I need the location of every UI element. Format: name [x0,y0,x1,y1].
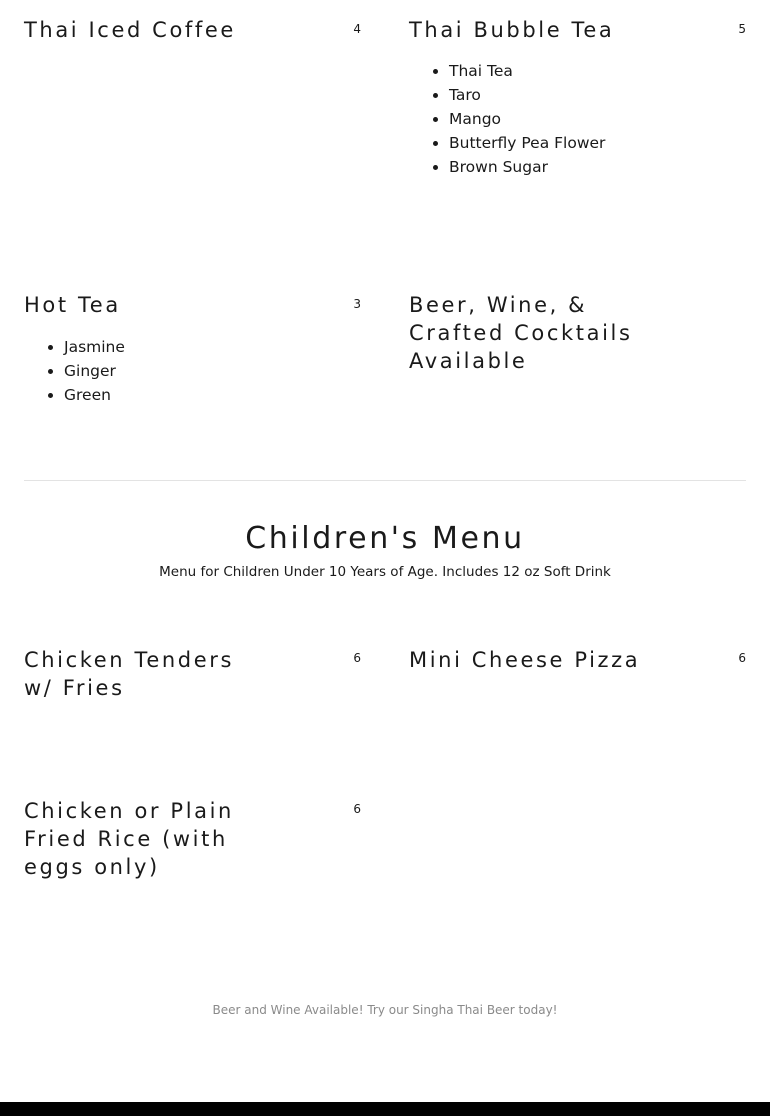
menu-item-chicken-tenders [24,646,361,706]
menu-item-mini-cheese-pizza [409,646,746,686]
menu-item-fried-rice [24,797,361,887]
menu-item-thai-iced-coffee [24,16,361,56]
menu-item-hot-tea [24,291,361,411]
item-name [24,646,234,702]
item-options-list [24,335,125,407]
item-price: 3 [353,297,361,311]
list-item: • Thai Tea [449,59,605,83]
item-name-line: Available [409,349,528,373]
footer-note: Beer and Wine Available! Try our Singha Thai Beer today! [212,1003,558,1017]
item-price: 6 [353,651,361,665]
menu-item-thai-bubble-tea [409,16,746,186]
item-name: Mini Cheese Pizza [409,648,641,672]
item-name-line: w/ Fries [24,676,125,700]
item-price: 5 [738,22,746,36]
item-name-line: Beer, Wine, & [409,293,588,317]
list-item: • Butterfly Pea Flower [449,131,605,155]
list-item: • Green [64,383,125,407]
section-title: Children's Menu [245,521,525,556]
item-options-list [409,59,605,179]
item-name-line: Crafted Cocktails [409,321,633,345]
section-subtitle: Menu for Children Under 10 Years of Age. Includes 12 oz Soft Drink [159,564,611,580]
list-item: • Mango [449,107,605,131]
item-name: Hot Tea [24,293,121,317]
item-name: Thai Iced Coffee [24,18,236,42]
item-price: 4 [353,22,361,36]
menu-item-beer-wine-cocktails [409,291,746,381]
footer-bar [0,1102,770,1116]
item-price: 6 [738,651,746,665]
item-name-line: Chicken or Plain [24,799,234,823]
item-name [409,291,632,375]
list-item: • Taro [449,83,605,107]
item-name-line: eggs only) [24,855,160,879]
item-name [24,797,234,881]
list-item: • Ginger [64,359,125,383]
list-item: • Brown Sugar [449,155,605,179]
item-name-line: Chicken Tenders [24,648,234,672]
item-name-line: Fried Rice (with [24,827,228,851]
section-divider [24,480,746,481]
list-item: • Jasmine [64,335,125,359]
item-name: Thai Bubble Tea [409,18,615,42]
item-price: 6 [353,802,361,816]
